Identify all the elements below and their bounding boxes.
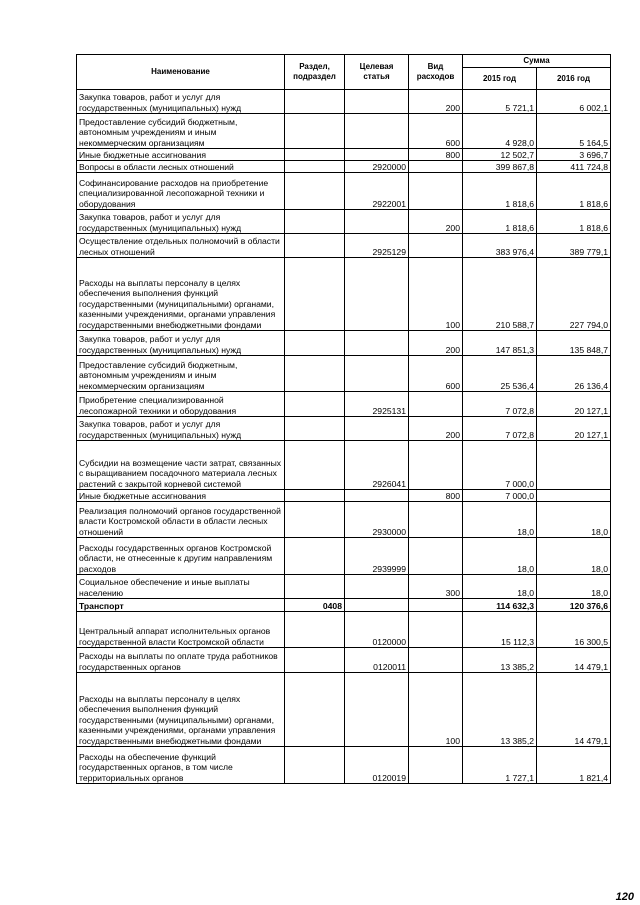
table-row	[77, 90, 611, 114]
cell-section	[285, 149, 345, 161]
cell-section	[285, 612, 345, 648]
cell-target: 2925129	[345, 234, 409, 258]
cell-v2016: 3 696,7	[537, 149, 611, 161]
cell-name: Реализация полномочий органов государственной власти Костромской области в области лесных отношений	[77, 502, 285, 538]
table-row	[77, 612, 611, 648]
cell-kind	[409, 392, 463, 417]
cell-name: Транспорт	[77, 599, 285, 612]
cell-name: Расходы на выплаты персоналу в целях обеспечения выполнения функций государственными (муниципальными) органами, казенными учреждениями, органами управления государственными внебюджетными фондами	[77, 673, 285, 747]
cell-name: Закупка товаров, работ и услуг для государственных (муниципальных) нужд	[77, 417, 285, 441]
table-row	[77, 149, 611, 161]
cell-v2016: 1 818,6	[537, 173, 611, 210]
cell-v2016: 135 848,7	[537, 331, 611, 356]
cell-v2016	[537, 441, 611, 490]
cell-section	[285, 648, 345, 673]
cell-v2016: 16 300,5	[537, 612, 611, 648]
cell-v2016: 26 136,4	[537, 356, 611, 392]
cell-target: 2925131	[345, 392, 409, 417]
cell-section	[285, 114, 345, 149]
cell-kind: 200	[409, 331, 463, 356]
cell-v2015: 1 727,1	[463, 747, 537, 784]
cell-kind: 200	[409, 210, 463, 234]
cell-v2015: 1 818,6	[463, 173, 537, 210]
cell-kind: 800	[409, 149, 463, 161]
cell-name: Закупка товаров, работ и услуг для государственных (муниципальных) нужд	[77, 210, 285, 234]
cell-section: 0408	[285, 599, 345, 612]
table-row	[77, 490, 611, 502]
cell-kind	[409, 161, 463, 173]
cell-v2015: 25 536,4	[463, 356, 537, 392]
cell-target: 2930000	[345, 502, 409, 538]
cell-v2016: 6 002,1	[537, 90, 611, 114]
cell-v2015: 18,0	[463, 502, 537, 538]
cell-name: Расходы государственных органов Костромской области, не отнесенные к другим направлениям расходов	[77, 538, 285, 575]
table-row	[77, 392, 611, 417]
table-row	[77, 258, 611, 331]
cell-v2015: 383 976,4	[463, 234, 537, 258]
cell-target	[345, 673, 409, 747]
table-row	[77, 673, 611, 747]
table-row	[77, 161, 611, 173]
cell-target	[345, 490, 409, 502]
cell-v2016: 18,0	[537, 538, 611, 575]
cell-kind	[409, 612, 463, 648]
table-row	[77, 648, 611, 673]
header-sum: Сумма	[463, 55, 611, 68]
table-row	[77, 173, 611, 210]
cell-v2015: 7 000,0	[463, 441, 537, 490]
cell-v2015: 13 385,2	[463, 648, 537, 673]
header-name: Наименование	[77, 55, 285, 90]
page-number: 120	[615, 891, 634, 903]
cell-name: Вопросы в области лесных отношений	[77, 161, 285, 173]
cell-section	[285, 392, 345, 417]
table-row	[77, 114, 611, 149]
cell-name: Субсидии на возмещение части затрат, связанных с выращиванием посадочного материала лесных растений с закрытой корневой системой	[77, 441, 285, 490]
cell-kind	[409, 648, 463, 673]
cell-v2016: 20 127,1	[537, 392, 611, 417]
cell-name: Центральный аппарат исполнительных органов государственной власти Костромской области	[77, 612, 285, 648]
cell-section	[285, 490, 345, 502]
cell-v2015: 7 000,0	[463, 490, 537, 502]
cell-target: 2926041	[345, 441, 409, 490]
table-row	[77, 331, 611, 356]
cell-target: 0120019	[345, 747, 409, 784]
cell-target: 2939999	[345, 538, 409, 575]
table-row	[77, 575, 611, 599]
cell-name: Софинансирование расходов на приобретение специализированной лесопожарной техники и оборудования	[77, 173, 285, 210]
cell-name: Предоставление субсидий бюджетным, автономным учреждениям и иным некоммерческим организациям	[77, 114, 285, 149]
cell-name: Иные бюджетные ассигнования	[77, 149, 285, 161]
cell-section	[285, 234, 345, 258]
cell-kind	[409, 173, 463, 210]
cell-section	[285, 502, 345, 538]
cell-target	[345, 417, 409, 441]
cell-kind: 800	[409, 490, 463, 502]
cell-v2015: 12 502,7	[463, 149, 537, 161]
cell-target: 0120000	[345, 612, 409, 648]
cell-target	[345, 599, 409, 612]
header-year-2015: 2015 год	[463, 68, 537, 90]
cell-target	[345, 114, 409, 149]
cell-target	[345, 331, 409, 356]
cell-v2015: 18,0	[463, 575, 537, 599]
cell-section	[285, 575, 345, 599]
cell-v2016: 5 164,5	[537, 114, 611, 149]
table-row	[77, 210, 611, 234]
cell-name: Закупка товаров, работ и услуг для государственных (муниципальных) нужд	[77, 90, 285, 114]
cell-section	[285, 161, 345, 173]
cell-v2015: 13 385,2	[463, 673, 537, 747]
cell-target: 2920000	[345, 161, 409, 173]
cell-kind: 100	[409, 258, 463, 331]
header-year-2016: 2016 год	[537, 68, 611, 90]
cell-v2016: 227 794,0	[537, 258, 611, 331]
cell-section	[285, 441, 345, 490]
cell-kind: 200	[409, 90, 463, 114]
cell-target	[345, 90, 409, 114]
table-row	[77, 441, 611, 490]
cell-v2015: 399 867,8	[463, 161, 537, 173]
cell-section	[285, 417, 345, 441]
table-row	[77, 747, 611, 784]
table-row	[77, 599, 611, 612]
cell-name: Осуществление отдельных полномочий в области лесных отношений	[77, 234, 285, 258]
cell-name: Предоставление субсидий бюджетным, автономным учреждениям и иным некоммерческим организациям	[77, 356, 285, 392]
table-row	[77, 417, 611, 441]
cell-v2016: 18,0	[537, 502, 611, 538]
cell-kind: 300	[409, 575, 463, 599]
cell-v2015: 147 851,3	[463, 331, 537, 356]
header-kind: Вид расходов	[409, 55, 463, 90]
cell-kind: 200	[409, 417, 463, 441]
cell-v2016: 14 479,1	[537, 673, 611, 747]
cell-section	[285, 258, 345, 331]
cell-section	[285, 356, 345, 392]
cell-target	[345, 356, 409, 392]
cell-v2015: 114 632,3	[463, 599, 537, 612]
cell-v2015: 4 928,0	[463, 114, 537, 149]
cell-v2016: 18,0	[537, 575, 611, 599]
cell-v2015: 7 072,8	[463, 417, 537, 441]
cell-section	[285, 747, 345, 784]
cell-target	[345, 149, 409, 161]
table-row	[77, 356, 611, 392]
cell-section	[285, 210, 345, 234]
cell-v2016: 411 724,8	[537, 161, 611, 173]
cell-kind: 600	[409, 114, 463, 149]
cell-v2016: 1 821,4	[537, 747, 611, 784]
cell-target	[345, 575, 409, 599]
cell-section	[285, 538, 345, 575]
table-row	[77, 234, 611, 258]
cell-kind: 600	[409, 356, 463, 392]
cell-name: Иные бюджетные ассигнования	[77, 490, 285, 502]
cell-v2016: 1 818,6	[537, 210, 611, 234]
cell-kind	[409, 538, 463, 575]
cell-section	[285, 90, 345, 114]
cell-v2015: 210 588,7	[463, 258, 537, 331]
table-body	[77, 90, 611, 784]
cell-v2015: 7 072,8	[463, 392, 537, 417]
cell-kind	[409, 599, 463, 612]
table-row	[77, 502, 611, 538]
cell-v2016: 120 376,6	[537, 599, 611, 612]
cell-section	[285, 173, 345, 210]
cell-kind	[409, 502, 463, 538]
cell-v2015: 1 818,6	[463, 210, 537, 234]
cell-v2016	[537, 490, 611, 502]
header-target: Целевая статья	[345, 55, 409, 90]
cell-kind: 100	[409, 673, 463, 747]
cell-v2016: 14 479,1	[537, 648, 611, 673]
cell-target: 2922001	[345, 173, 409, 210]
cell-v2015: 5 721,1	[463, 90, 537, 114]
cell-v2015: 18,0	[463, 538, 537, 575]
cell-name: Расходы на выплаты по оплате труда работников государственных органов	[77, 648, 285, 673]
cell-v2016: 20 127,1	[537, 417, 611, 441]
cell-name: Расходы на обеспечение функций государственных органов, в том числе территориальных органов	[77, 747, 285, 784]
cell-kind	[409, 747, 463, 784]
cell-section	[285, 331, 345, 356]
budget-table	[76, 54, 611, 784]
cell-v2015: 15 112,3	[463, 612, 537, 648]
cell-name: Расходы на выплаты персоналу в целях обеспечения выполнения функций государственными (муниципальными) органами, казенными учреждениями, органами управления государственными внебюджетными фондами	[77, 258, 285, 331]
cell-kind	[409, 441, 463, 490]
cell-target	[345, 258, 409, 331]
cell-target	[345, 210, 409, 234]
cell-v2016: 389 779,1	[537, 234, 611, 258]
cell-name: Социальное обеспечение и иные выплаты населению	[77, 575, 285, 599]
cell-target: 0120011	[345, 648, 409, 673]
cell-name: Закупка товаров, работ и услуг для государственных (муниципальных) нужд	[77, 331, 285, 356]
cell-section	[285, 673, 345, 747]
cell-name: Приобретение специализированной лесопожарной техники и оборудования	[77, 392, 285, 417]
table-row	[77, 538, 611, 575]
cell-kind	[409, 234, 463, 258]
header-section: Раздел, подраздел	[285, 55, 345, 90]
